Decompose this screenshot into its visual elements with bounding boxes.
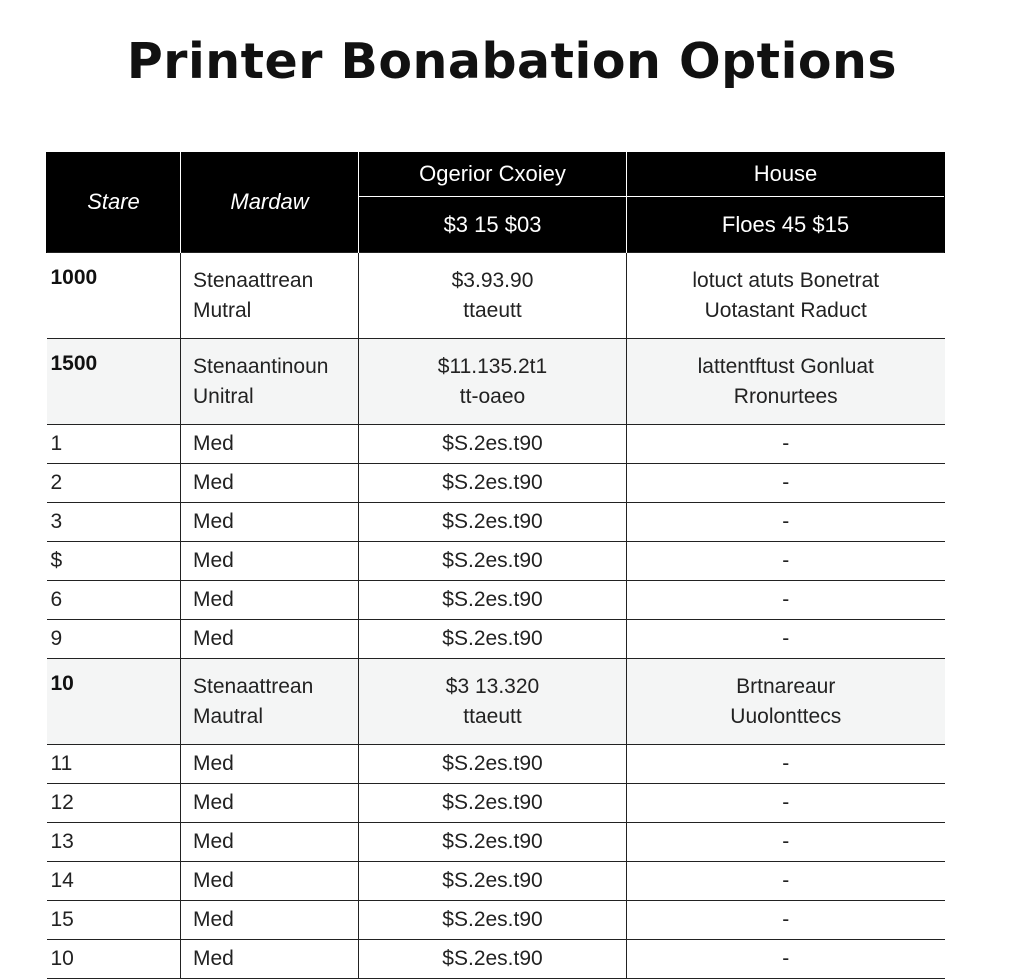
- table-row: [47, 425, 945, 464]
- cell-note: [627, 542, 945, 581]
- cell-id: 2: [47, 464, 181, 503]
- header-store: Stare: [47, 152, 181, 253]
- cell-price-line: $S.2es.t90: [442, 432, 543, 455]
- cell-name-line: Unitral: [193, 384, 254, 408]
- cell-note-line: -: [782, 588, 790, 611]
- cell-id: 9: [47, 620, 181, 659]
- header-mardaw: Mardaw: [181, 152, 359, 253]
- cell-name: [181, 940, 359, 979]
- cell-price: [359, 253, 627, 339]
- cell-price-line: $S.2es.t90: [442, 791, 543, 814]
- table-row: [47, 784, 945, 823]
- cell-id: 6: [47, 581, 181, 620]
- cell-note: [627, 503, 945, 542]
- cell-name-line: Stenaattrean: [193, 674, 314, 698]
- cell-name-line: Med: [193, 627, 234, 650]
- cell-note-line: -: [782, 830, 790, 853]
- cell-note-line: -: [782, 549, 790, 572]
- table-row: [47, 823, 945, 862]
- table-row: [47, 581, 945, 620]
- cell-price: [359, 542, 627, 581]
- cell-price: [359, 464, 627, 503]
- cell-id: $: [47, 542, 181, 581]
- cell-name-line: Med: [193, 947, 234, 970]
- cell-name: [181, 901, 359, 940]
- cell-note-line: -: [782, 791, 790, 814]
- cell-price-line: $3 13.320: [445, 674, 540, 698]
- cell-note: [627, 425, 945, 464]
- cell-note-line: -: [782, 908, 790, 931]
- table-row: [47, 659, 945, 745]
- cell-name: [181, 784, 359, 823]
- cell-price-line: $S.2es.t90: [442, 830, 543, 853]
- cell-price-line: $S.2es.t90: [442, 752, 543, 775]
- cell-price-line: $S.2es.t90: [442, 869, 543, 892]
- cell-id: 1000: [47, 253, 181, 339]
- cell-price-line: $11.135.2t1: [437, 354, 548, 378]
- header-option-price: $3 15 $03: [359, 197, 627, 253]
- table-body: [47, 253, 945, 979]
- table-row: [47, 862, 945, 901]
- cell-name-line: Stenaattrean: [193, 268, 314, 292]
- table-row: [47, 901, 945, 940]
- cell-price: [359, 862, 627, 901]
- cell-name: [181, 425, 359, 464]
- cell-id: 10: [47, 940, 181, 979]
- header-option-group: Ogerior Cxoiey: [359, 152, 627, 197]
- cell-name: [181, 659, 359, 745]
- table-header: [47, 152, 945, 253]
- cell-price-line: $S.2es.t90: [442, 908, 543, 931]
- cell-id: 10: [47, 659, 181, 745]
- cell-name: [181, 464, 359, 503]
- table-row: [47, 339, 945, 425]
- cell-note: [627, 784, 945, 823]
- header-house-price: Floes 45 $15: [627, 197, 945, 253]
- cell-price: [359, 901, 627, 940]
- cell-name-line: Med: [193, 471, 234, 494]
- cell-id: 14: [47, 862, 181, 901]
- cell-id: 12: [47, 784, 181, 823]
- cell-price-line: $S.2es.t90: [442, 588, 543, 611]
- cell-name-line: Med: [193, 432, 234, 455]
- cell-price: [359, 940, 627, 979]
- cell-price: [359, 339, 627, 425]
- cell-price-line: ttaeutt: [463, 298, 522, 322]
- cell-name: [181, 503, 359, 542]
- cell-note: [627, 620, 945, 659]
- cell-name-line: Med: [193, 752, 234, 775]
- cell-name-line: Med: [193, 791, 234, 814]
- cell-note: [627, 339, 945, 425]
- cell-price: [359, 745, 627, 784]
- cell-price-line: $S.2es.t90: [442, 549, 543, 572]
- cell-note: [627, 253, 945, 339]
- cell-note: [627, 940, 945, 979]
- cell-note-line: lattentftust Gonluat: [697, 354, 874, 378]
- cell-note-line: -: [782, 471, 790, 494]
- cell-note-line: Uotastant Raduct: [704, 298, 867, 322]
- table-row: [47, 745, 945, 784]
- cell-name-line: Mutral: [193, 298, 252, 322]
- cell-name: [181, 823, 359, 862]
- cell-price: [359, 425, 627, 464]
- cell-name-line: Med: [193, 510, 234, 533]
- cell-id: 15: [47, 901, 181, 940]
- cell-note: [627, 464, 945, 503]
- cell-note-line: -: [782, 510, 790, 533]
- cell-price: [359, 659, 627, 745]
- cell-note-line: -: [782, 627, 790, 650]
- cell-id: 11: [47, 745, 181, 784]
- cell-note-line: Uuolonttecs: [730, 704, 842, 728]
- cell-name-line: Med: [193, 869, 234, 892]
- cell-note: [627, 862, 945, 901]
- cell-id: 13: [47, 823, 181, 862]
- cell-note: [627, 581, 945, 620]
- cell-note: [627, 823, 945, 862]
- cell-note: [627, 745, 945, 784]
- cell-id: 1: [47, 425, 181, 464]
- cell-note: [627, 659, 945, 745]
- table-row: [47, 940, 945, 979]
- cell-price-line: ttaeutt: [463, 704, 522, 728]
- cell-name-line: Med: [193, 549, 234, 572]
- table-row: [47, 620, 945, 659]
- cell-price-line: $3.93.90: [451, 268, 534, 292]
- cell-price-line: $S.2es.t90: [442, 947, 543, 970]
- options-table: [46, 152, 945, 979]
- cell-note-line: -: [782, 432, 790, 455]
- cell-name-line: Stenaantinoun: [193, 354, 329, 378]
- cell-price: [359, 581, 627, 620]
- cell-name: [181, 745, 359, 784]
- cell-price: [359, 503, 627, 542]
- cell-note-line: Rronurtees: [733, 384, 838, 408]
- table-row: [47, 503, 945, 542]
- cell-name-line: Mautral: [193, 704, 264, 728]
- cell-name: [181, 339, 359, 425]
- cell-price-line: $S.2es.t90: [442, 471, 543, 494]
- cell-name-line: Med: [193, 908, 234, 931]
- cell-price-line: $S.2es.t90: [442, 627, 543, 650]
- cell-note-line: Brtnareaur: [736, 674, 836, 698]
- cell-price: [359, 784, 627, 823]
- cell-note-line: -: [782, 947, 790, 970]
- header-house: House: [627, 152, 945, 197]
- cell-name: [181, 620, 359, 659]
- cell-note-line: lotuct atuts Bonetrat: [692, 268, 880, 292]
- cell-name-line: Med: [193, 588, 234, 611]
- cell-name: [181, 253, 359, 339]
- cell-note-line: -: [782, 869, 790, 892]
- cell-price-line: $S.2es.t90: [442, 510, 543, 533]
- cell-note-line: -: [782, 752, 790, 775]
- cell-name-line: Med: [193, 830, 234, 853]
- cell-name: [181, 862, 359, 901]
- cell-note: [627, 901, 945, 940]
- table-row: [47, 542, 945, 581]
- cell-price: [359, 620, 627, 659]
- cell-price: [359, 823, 627, 862]
- page-title: Printer Bonabation Options: [126, 33, 898, 90]
- cell-name: [181, 542, 359, 581]
- cell-price-line: tt-oaeo: [459, 384, 526, 408]
- cell-name: [181, 581, 359, 620]
- cell-id: 3: [47, 503, 181, 542]
- table-row: [47, 253, 945, 339]
- cell-id: 1500: [47, 339, 181, 425]
- table-row: [47, 464, 945, 503]
